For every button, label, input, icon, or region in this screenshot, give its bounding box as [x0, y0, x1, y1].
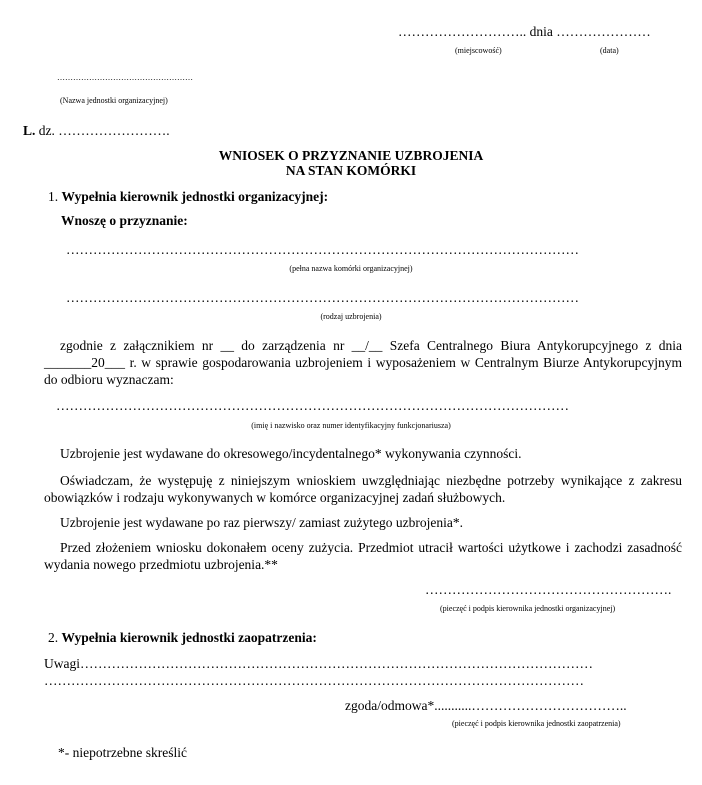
ldz-label: L.: [23, 123, 36, 138]
section2-heading: [48, 630, 317, 646]
consent-line: zgoda/odmowa*...........……………………………..: [345, 698, 627, 713]
section1-title: Wypełnia kierownik jednostki organizacyjnej:: [61, 189, 329, 204]
signature-caption-1: (pieczęć i podpis kierownika jednostki organizacyjnej): [440, 604, 616, 613]
unit-line: ……………………………………………: [57, 73, 193, 82]
request-label: Wnoszę o przyznanie:: [61, 213, 188, 228]
cell-name-caption: (pełna nazwa komórki organizacyjnej): [289, 264, 413, 273]
officer-caption: (imię i nazwisko oraz numer identyfikacyjny funkcjonariusza): [251, 421, 451, 430]
section2-number: 2.: [48, 630, 62, 645]
signature-line-1: ……………………………………………….: [425, 582, 672, 597]
ldz-field: [23, 123, 170, 139]
cell-name-line: ……………………………………………………………………………………………………: [66, 242, 579, 257]
footnote: *- niepotrzebne skreślić: [58, 745, 187, 760]
signature-caption-2: (pieczęć i podpis kierownika jednostki zaopatrzenia): [452, 719, 621, 728]
attachment-paragraph: zgodnie z załącznikiem nr __ do zarządzenia nr __/__ Szefa Centralnego Biura Antykorupcyjnego z dnia _______20___ r. w sprawie gospodarowania uzbrojeniem i wyposażeniem w Centralnym Biurze Antykorupcyjnym do odbioru wyznaczam:: [44, 338, 682, 387]
unit-caption: (Nazwa jednostki organizacyjnej): [60, 96, 168, 105]
remarks-line-1: Uwagi……………………………………………………………………………………………………: [44, 656, 593, 671]
remarks-line-2: …………………………………………………………………………………………………………: [44, 673, 584, 688]
date-caption: (data): [600, 46, 619, 55]
place-date-line: ……………………….. dnia …………………: [398, 24, 651, 39]
statement-declaration: Oświadczam, że występuję z niniejszym wnioskiem uwzględniając niezbędne potrzeby wynikające z zakresu obowiązków i rodzaju wykonywanych w komórce organizacyjnej zadań służbowych.: [44, 473, 682, 505]
section1-number: 1.: [48, 189, 62, 204]
statement-wear-assessment: Przed złożeniem wniosku dokonałem oceny zużycia. Przedmiot utracił wartości użytkowe i zachodzi zasadność wydania nowego przedmiotu uzbrojenia.**: [44, 540, 682, 572]
title-line2: NA STAN KOMÓRKI: [285, 163, 417, 178]
ldz-value: dz. …………………….: [35, 123, 170, 138]
weapon-type-line: ……………………………………………………………………………………………………: [66, 290, 579, 305]
statement-issue-purpose: Uzbrojenie jest wydawane do okresowego/incydentalnego* wykonywania czynności.: [60, 446, 522, 461]
statement-first-issue: Uzbrojenie jest wydawane po raz pierwszy/ zamiast zużytego uzbrojenia*.: [60, 515, 463, 530]
section1-heading: [48, 189, 328, 205]
section2-title: Wypełnia kierownik jednostki zaopatrzenia:: [61, 630, 317, 645]
weapon-type-caption: (rodzaj uzbrojenia): [320, 312, 382, 321]
title-line1: WNIOSEK O PRZYZNANIE UZBROJENIA: [218, 148, 484, 163]
officer-line: ……………………………………………………………………………………………………: [56, 398, 569, 413]
place-caption: (miejscowość): [455, 46, 502, 55]
